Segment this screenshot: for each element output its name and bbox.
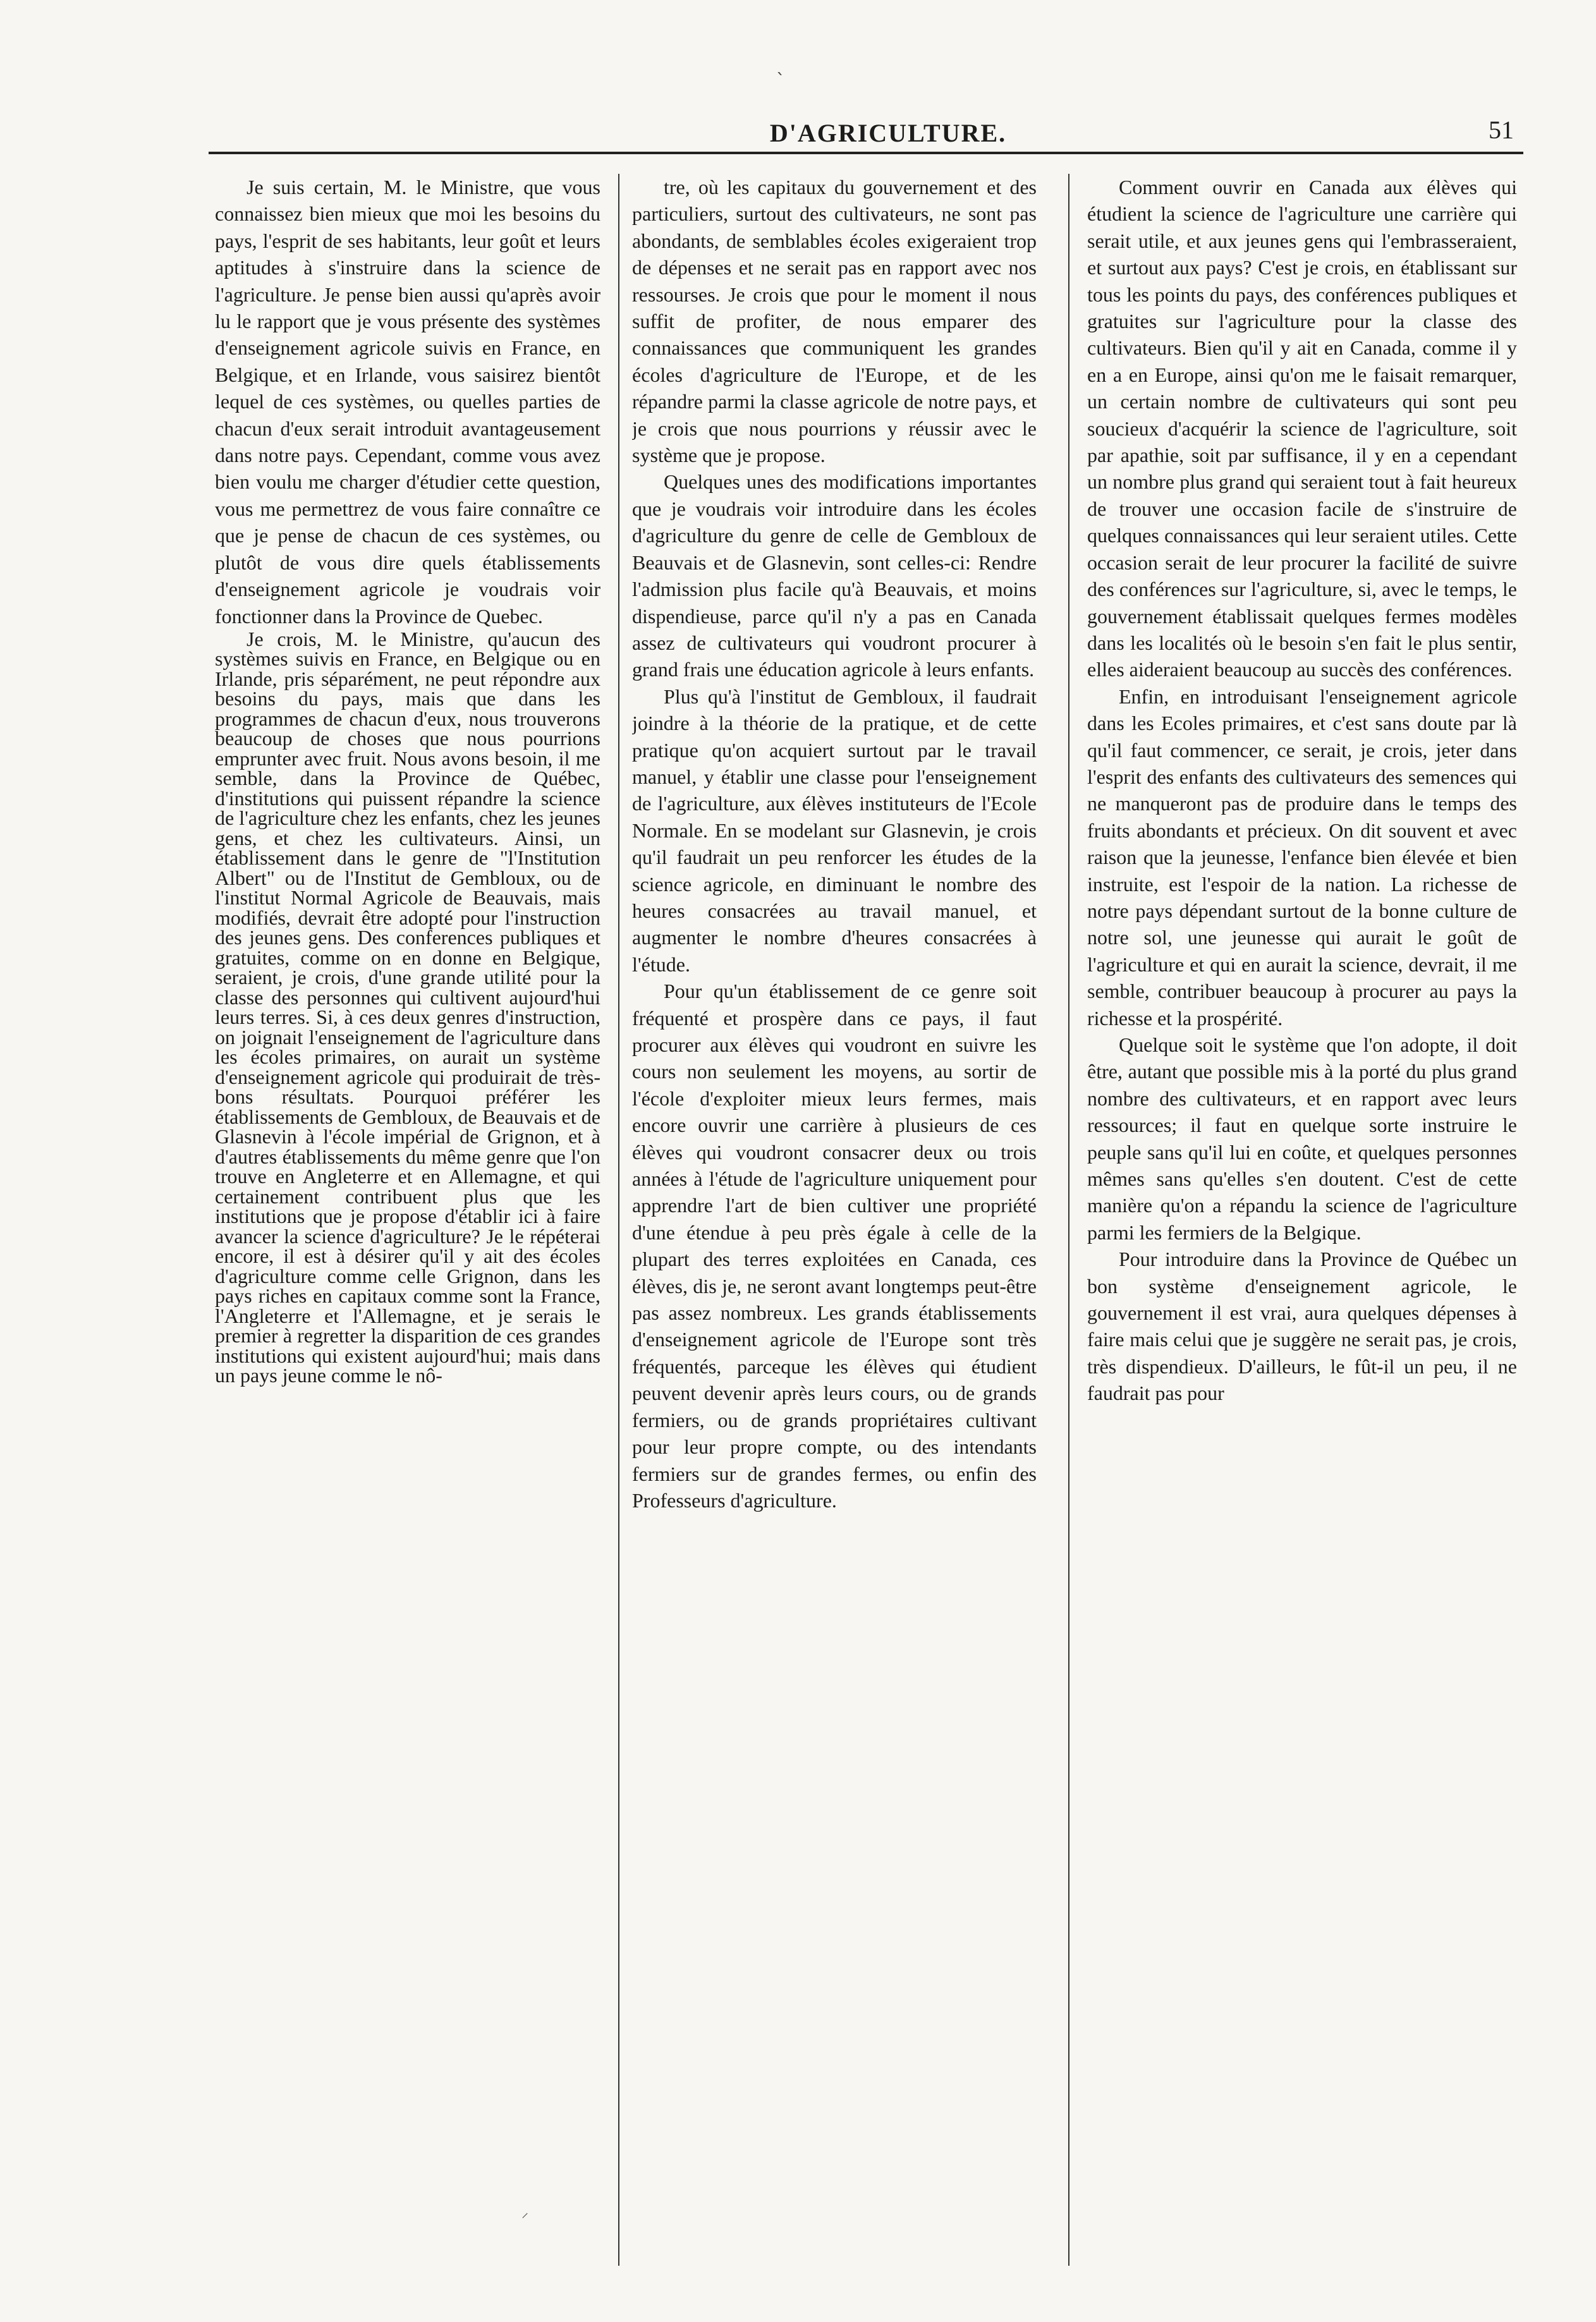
- column-1-paragraph: Je suis certain, M. le Ministre, que vous connaissez bien mieux que moi les besoins du pays, l'esprit de ses habitants, leur goût et leurs aptitudes à s'instruire dans la science de l'agriculture. Je pense bien aussi qu'après avoir lu le rapport que je vous présente des systèmes d'enseignement agricole suivis en France, en Belgique, et en Irlande, vous saisirez bientôt lequel de ces systèmes, ou quelles parties de chacun d'eux serait introduit avantageusement dans notre pays. Cependant, comme vous avez bien voulu me charger d'étudier cette question, vous me permettrez de vous faire connaître ce que je pense de chacun de ces systèmes, ou plutôt de vous dire quels établissements d'enseignement agricole je voudrais voir fonctionner dans la Province de Quebec.: [215, 176, 600, 628]
- column-3-paragraph: Quelque soit le système que l'on adopte, il doit être, autant que possible mis à la porté du plus grand nombre des cultivateurs, et en rapport avec leurs ressources; il faut en quelque sorte instruire le peuple sans qu'il lui en coûte, et quelques personnes mêmes sans qu'elles s'en doutent. C'est de cette manière qu'on a répandu la science de l'agriculture parmi les fermiers de la Belgique.: [1087, 1033, 1517, 1244]
- column-3-paragraph: Enfin, en introduisant l'enseignement agricole dans les Ecoles primaires, et c'est sans doute par là qu'il faut commencer, ce serait, je crois, jeter dans l'esprit des enfants des cultivateurs des semences qui ne manqueront pas de produire dans le temps des fruits abondants et précieux. On dit souvent et avec raison que la jeunesse, l'enfance bien élevée et bien instruite, est l'espoir de la nation. La richesse de notre pays dépendant surtout de la bonne culture de notre sol, une jeunesse qui aurait le goût de l'agriculture et qui en aurait la science, devrait, il me semble, contribuer beaucoup à procurer au pays la richesse et la prospérité.: [1087, 684, 1517, 1030]
- column-2-paragraph: Quelques unes des modifications importantes que je voudrais voir introduire dans les écoles d'agriculture du genre de celle de Gembloux de Beauvais et de Glasnevin, sont celles-ci: Rendre l'admission plus facile qu'à Beauvais, et moins dispendieuse, parce qu'il n'y a pas en Canada assez de cultivateurs qui voudront procurer à grand frais une éducation agricole à leurs enfants.: [632, 470, 1037, 681]
- column-divider: [1068, 174, 1069, 2266]
- column-2-paragraph: Plus qu'à l'institut de Gembloux, il faudrait joindre à la théorie de la pratique, et de cette pratique qu'on acquiert surtout par le travail manuel, y établir une classe pour l'enseignement de l'agriculture, aux élèves instituteurs de l'Ecole Normale. En se modelant sur Glasnevin, je crois qu'il faudrait un peu renforcer les études de la science agricole, en diminuant le nombre des heures consacrées au travail manuel, et augmenter le nombre d'heures consacrées à l'étude.: [632, 684, 1037, 976]
- column-divider: [618, 174, 619, 2266]
- top-ink-mark: `: [776, 70, 785, 90]
- text-column-3: [1087, 174, 1517, 2266]
- page-number: 51: [1489, 116, 1514, 144]
- running-header-title: D'AGRICULTURE.: [769, 119, 1007, 147]
- column-2-paragraph: Pour qu'un établissement de ce genre soit fréquenté et prospère dans ce pays, il faut procurer aux élèves qui voudront en suivre les cours non seulement les moyens, au sortir de l'école d'exploiter mieux leurs fermes, mais encore ouvrir une carrière à plusieurs de ces élèves qui voudront consacrer deux ou trois années à l'étude de l'agriculture uniquement pour apprendre l'art de bien cultiver une propriété d'une étendue à peu près égale à celle de la plupart des terres exploitées en Canada, ces élèves, dis je, ne seront avant longtemps peut-être pas assez nombreux. Les grands établissements d'enseignement agricole de l'Europe sont très fréquentés, parceque les élèves qui étudient peuvent devenir après leurs cours, ou de grands fermiers, ou de grands propriétaires cultivant pour leur propre compte, ou des intendants fermiers sur de grandes fermes, ou enfin des Professeurs d'agriculture.: [632, 980, 1037, 1512]
- column-1-paragraph: Je crois, M. le Ministre, qu'aucun des systèmes suivis en France, en Belgique ou en Irlande, pris séparément, ne peut répondre aux besoins du pays, mais que dans les programmes de chacun d'eux, nous trouverons beaucoup de choses que nous pourrions emprunter avec fruit. Nous avons besoin, il me semble, dans la Province de Québec, d'institutions qui puissent répandre la science de l'agriculture chez les enfants, chez les jeunes gens, et chez les cultivateurs. Ainsi, un établissement dans le genre de "l'Institution Albert" ou de l'Institut de Gembloux, ou de l'institut Normal Agricole de Beauvais, mais modifiés, devrait être adopté pour l'instruction des jeunes gens. Des conferences publiques et gratuites, comme on en donne en Belgique, seraient, je crois, d'une grande utilité pour la classe des personnes qui cultivent aujourd'hui leurs terres. Si, à ces deux genres d'instruction, on joignait l'enseignement de l'agriculture dans les écoles primaires, on aurait un système d'enseignement agricole qui produirait de très-bons résultats. Pourquoi préférer les établissements de Gembloux, de Beauvais et de Glasnevin à l'école impérial de Grignon, et à d'autres établissements du même genre que l'on trouve en Angleterre et en Allemagne, et qui certainement contribuent plus que les institutions que je propose d'établir ici à faire avancer la science d'agriculture? Je le répéterai encore, il est à désirer qu'il y ait des écoles d'agriculture comme celle Grignon, dans les pays riches en capitaux comme sont la France, l'Angleterre et l'Allemagne, et je serais le premier à regretter la disparition de ces grandes institutions qui existent aujourd'hui; mais dans un pays jeune comme le nô-: [215, 627, 600, 1387]
- column-3-paragraph: Pour introduire dans la Province de Québec un bon système d'enseignement agricole, le gouvernement il est vrai, aura quelques dépenses à faire mais celui que je suggère ne serait pas, je crois, très dispendieux. D'ailleurs, le fût-il un peu, il ne faudrait pas pour: [1087, 1248, 1517, 1405]
- text-column-1: [215, 174, 600, 2266]
- text-column-2: [632, 174, 1037, 2266]
- bottom-ink-mark: ⸝: [521, 2205, 529, 2221]
- column-3-paragraph: Comment ouvrir en Canada aux élèves qui étudient la science de l'agriculture une carrière qui serait utile, et aux jeunes gens qui l'embrasseraient, et surtout aux pays? C'est je crois, en établissant sur tous les points du pays, des conférences publiques et gratuites sur l'agriculture pour la classe des cultivateurs. Bien qu'il y ait en Canada, comme il y en a en Europe, ainsi qu'on me le faisait remarquer, un certain nombre de cultivateurs qui sont peu soucieux d'acquérir la science de l'agriculture, soit par apathie, soit par suffisance, il y en a cependant un nombre plus grand qui seraient tout à fait heureux de trouver une occasion facile de s'instruire de quelques connaissances qui leur seraient utiles. Cette occasion serait de leur procurer la facilité de suivre des conférences sur l'agriculture, si, avec le temps, le gouvernement établissait quelques fermes modèles dans les localités où le besoin s'en fait le plus sentir, elles aideraient beaucoup au succès des conférences.: [1087, 176, 1517, 681]
- header-rule: [209, 152, 1523, 154]
- column-2-paragraph: tre, où les capitaux du gouvernement et des particuliers, surtout des cultivateurs, ne sont pas abondants, de semblables écoles exigeraient trop de dépenses et ne serait pas en rapport avec nos ressourses. Je crois que pour le moment il nous suffit de profiter, de nous emparer des connaissances que communiquent les grandes écoles d'agriculture de l'Europe, et de les répandre parmi la classe agricole de notre pays, et je crois que nous pourrions y réussir avec le système que je propose.: [632, 176, 1037, 467]
